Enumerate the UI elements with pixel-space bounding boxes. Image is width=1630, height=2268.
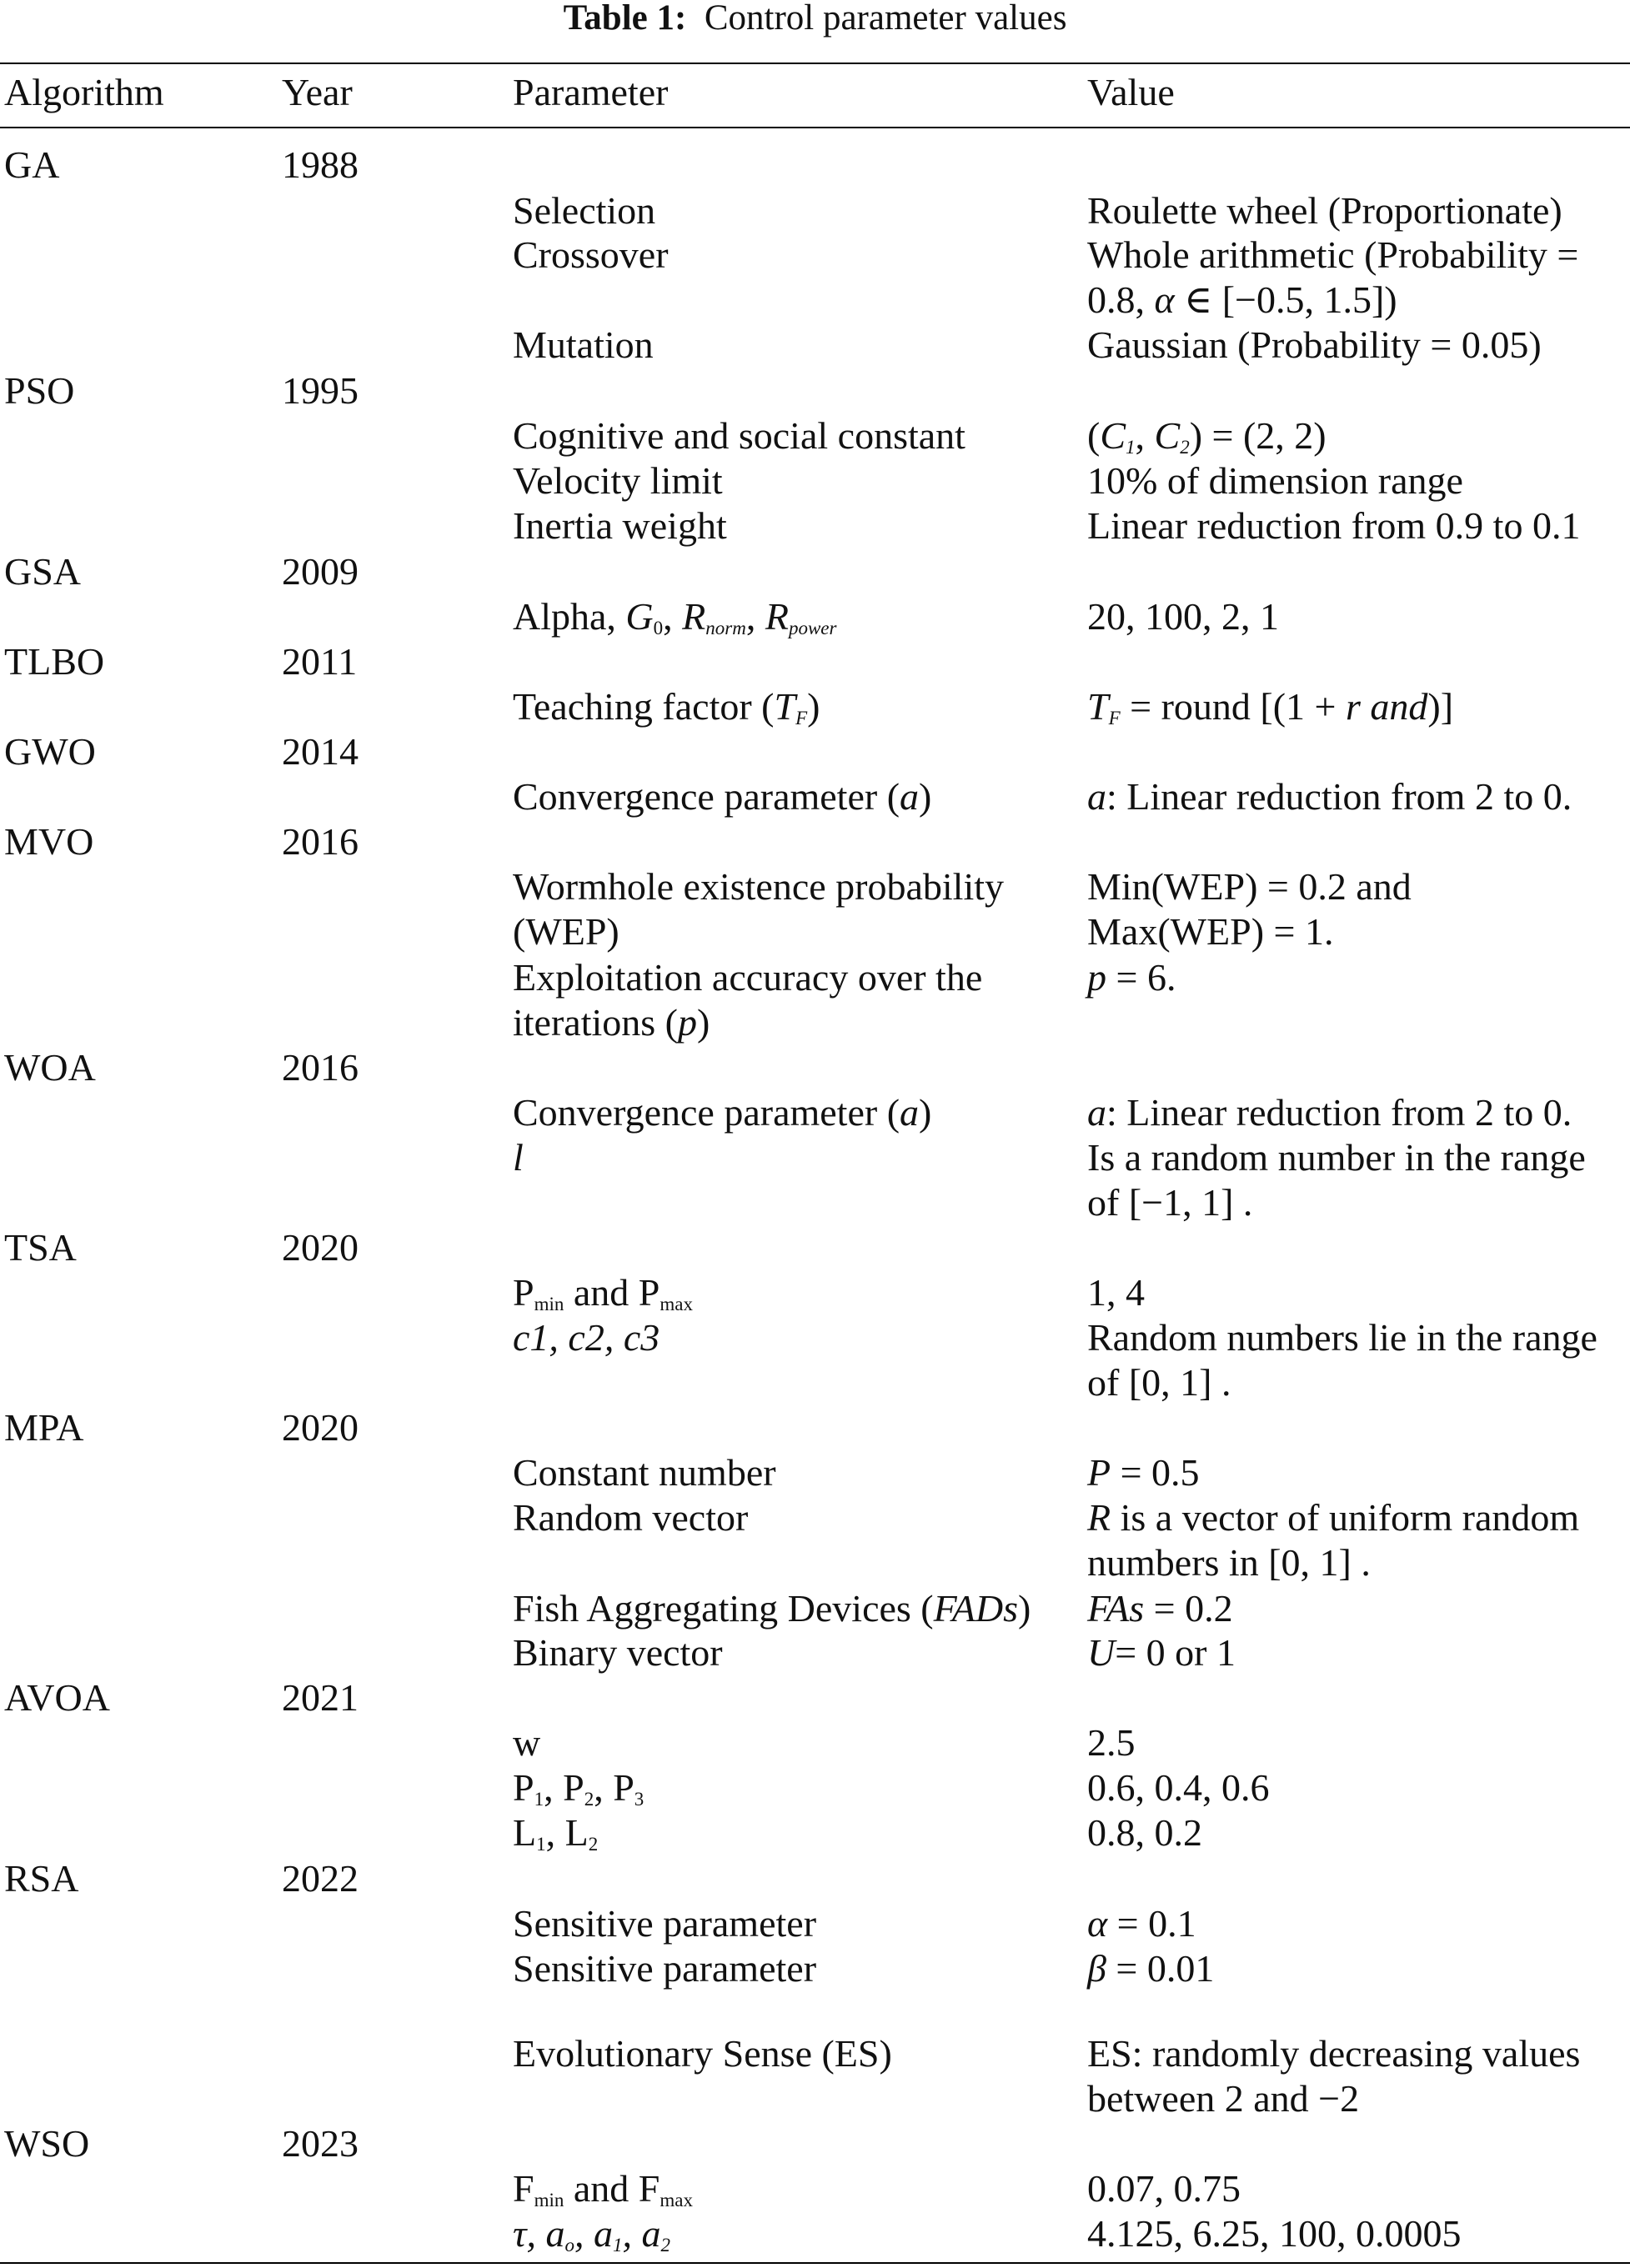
cell-year: 2009 [282, 550, 359, 593]
cell-parameter: c1, c2, c3 [513, 1316, 660, 1359]
cell-algorithm: GSA [4, 550, 82, 593]
cell-value: α = 0.1 [1087, 1902, 1196, 1945]
cell-algorithm: AVOA [4, 1676, 110, 1719]
cell-value: 0.07, 0.75 [1087, 2167, 1241, 2210]
cell-value: $T_F$ = round [(1 + r and)] [1087, 685, 1454, 728]
cell-parameter: Wormhole existence probability [513, 865, 1005, 908]
cell-value: U= 0 or 1 [1087, 1631, 1236, 1674]
cell-parameter: w [513, 1721, 541, 1764]
cell-value: a: Linear reduction from 2 to 0. [1087, 775, 1572, 818]
cell-value: Max(WEP) = 1. [1087, 910, 1334, 953]
cell-year: 2011 [282, 640, 358, 683]
cell-value: 20, 100, 2, 1 [1087, 595, 1279, 638]
cell-year: 2021 [282, 1676, 359, 1719]
cell-value: 0.6, 0.4, 0.6 [1087, 1766, 1270, 1809]
cell-value: 4.125, 6.25, 100, 0.0005 [1087, 2212, 1462, 2255]
caption-label: Table 1: [563, 0, 687, 38]
cell-algorithm: WOA [4, 1046, 96, 1089]
cell-value: 0.8, 0.2 [1087, 1811, 1202, 1854]
cell-year: 1988 [282, 143, 359, 186]
cell-parameter: Exploitation accuracy over the [513, 956, 983, 999]
top-rule [0, 63, 1630, 64]
cell-year: 2014 [282, 730, 359, 773]
cell-parameter: (WEP) [513, 910, 619, 953]
cell-algorithm: GA [4, 143, 60, 186]
cell-value: Linear reduction from 0.9 to 0.1 [1087, 504, 1581, 547]
cell-value: between 2 and −2 [1087, 2077, 1360, 2120]
cell-parameter: Mutation [513, 323, 654, 366]
cell-value: FAs = 0.2 [1087, 1587, 1233, 1630]
cell-parameter: Alpha, $G_0$, $R_{norm}$, $R_{power}$ [513, 595, 837, 638]
cell-parameter: Sensitive parameter [513, 1947, 817, 1990]
cell-parameter: Fish Aggregating Devices (FADs) [513, 1587, 1031, 1630]
cell-value: Random numbers lie in the range [1087, 1316, 1597, 1359]
cell-algorithm: TLBO [4, 640, 105, 683]
cell-year: 2020 [282, 1226, 359, 1269]
cell-parameter: Teaching factor $(T_F)$ [513, 685, 820, 728]
cell-value: a: Linear reduction from 2 to 0. [1087, 1091, 1572, 1134]
cell-value: 2.5 [1087, 1721, 1136, 1764]
cell-value: Is a random number in the range [1087, 1136, 1586, 1179]
cell-parameter: Selection [513, 189, 656, 232]
cell-value: p = 6. [1087, 956, 1176, 999]
cell-value: Min(WEP) = 0.2 and [1087, 865, 1412, 908]
cell-parameter: Velocity limit [513, 459, 723, 502]
cell-parameter: $L_1$, $L_2$ [513, 1811, 599, 1855]
cell-parameter: Sensitive parameter [513, 1902, 817, 1945]
cell-year: 2020 [282, 1406, 359, 1449]
cell-value: P = 0.5 [1087, 1451, 1200, 1494]
cell-value: 1, 4 [1087, 1271, 1145, 1314]
cell-algorithm: RSA [4, 1857, 79, 1900]
cell-parameter: Cognitive and social constant [513, 414, 965, 457]
caption-title: Control parameter values [704, 0, 1067, 38]
cell-algorithm: TSA [4, 1226, 77, 1269]
cell-value: ($C_1$, $C_2) = (2$, 2) [1087, 414, 1327, 458]
cell-parameter: $P_{min}$ and $P_{max}$ [513, 1271, 693, 1314]
cell-value: 10% of dimension range [1087, 459, 1463, 502]
cell-value: Gaussian (Probability = 0.05) [1087, 323, 1542, 366]
cell-value: 0.8, α ∈ [−0.5, 1.5]) [1087, 278, 1397, 321]
cell-parameter: $F_{min}$ and $F_{max}$ [513, 2167, 693, 2210]
cell-year: 2016 [282, 820, 359, 863]
cell-algorithm: WSO [4, 2122, 90, 2165]
cell-parameter: l [513, 1136, 524, 1179]
header-year: Year [282, 71, 353, 113]
cell-value: of [0, 1] . [1087, 1361, 1231, 1404]
cell-value: β = 0.01 [1087, 1947, 1215, 1990]
header-algorithm: Algorithm [4, 71, 164, 113]
cell-parameter: Inertia weight [513, 504, 727, 547]
cell-year: 2016 [282, 1046, 359, 1089]
cell-parameter: τ, $a_o$, $a_1$, $a_2$ [513, 2212, 670, 2255]
cell-value: Roulette wheel (Proportionate) [1087, 189, 1562, 232]
bottom-rule [0, 2262, 1630, 2264]
header-rule [0, 127, 1630, 128]
cell-parameter: iterations (p) [513, 1001, 710, 1044]
cell-value: Whole arithmetic (Probability = [1087, 233, 1579, 276]
cell-value: ES: randomly decreasing values [1087, 2032, 1581, 2075]
cell-parameter: Random vector [513, 1496, 749, 1539]
cell-parameter: Constant number [513, 1451, 776, 1494]
cell-parameter: Convergence parameter (a) [513, 1091, 932, 1134]
cell-value: of [−1, 1] . [1087, 1181, 1253, 1224]
cell-parameter: Evolutionary Sense (ES) [513, 2032, 892, 2075]
cell-algorithm: MVO [4, 820, 94, 863]
header-value: Value [1087, 71, 1175, 113]
cell-parameter: Binary vector [513, 1631, 723, 1674]
cell-parameter: $P_1$, $P_2$, $P_3$ [513, 1766, 644, 1810]
cell-parameter: Convergence parameter (a) [513, 775, 932, 818]
cell-value: R is a vector of uniform random [1087, 1496, 1580, 1539]
cell-year: 2023 [282, 2122, 359, 2165]
cell-algorithm: PSO [4, 369, 75, 412]
cell-algorithm: GWO [4, 730, 96, 773]
cell-value: numbers in [0, 1] . [1087, 1541, 1371, 1584]
cell-year: 2022 [282, 1857, 359, 1900]
cell-parameter: Crossover [513, 233, 669, 276]
cell-algorithm: MPA [4, 1406, 84, 1449]
header-parameter: Parameter [513, 71, 669, 113]
table-caption [0, 0, 1630, 37]
cell-year: 1995 [282, 369, 359, 412]
